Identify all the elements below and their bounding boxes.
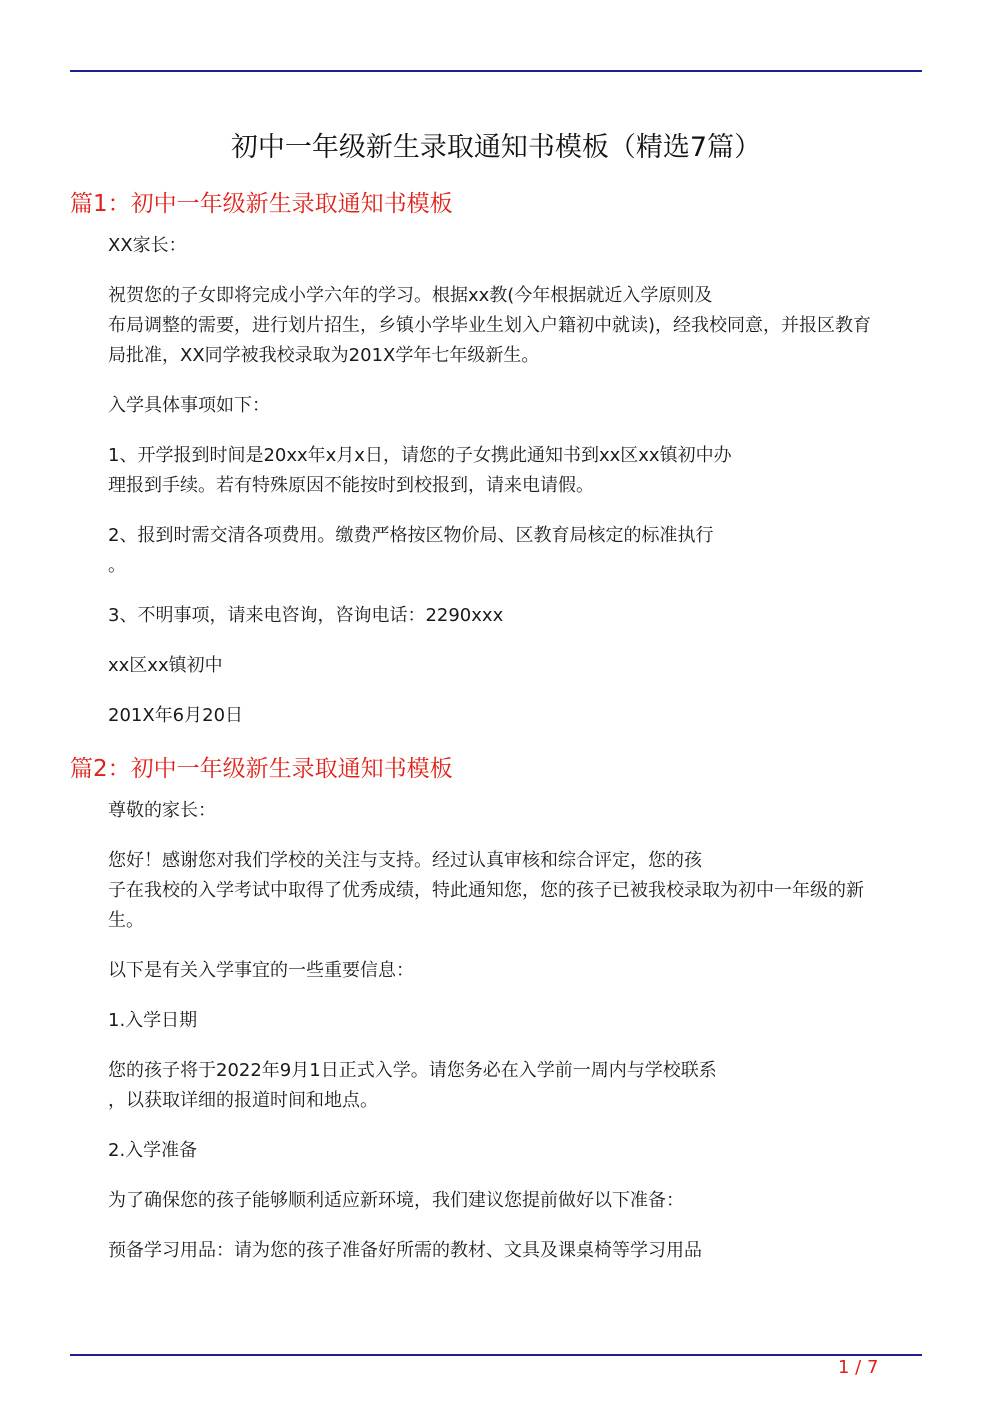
paragraph	[70, 701, 922, 731]
paragraph	[70, 521, 922, 581]
paragraph-line: 您好！感谢您对我们学校的关注与支持。经过认真审核和综合评定，您的孩	[108, 850, 702, 871]
paragraph-line: 尊敬的家长：	[108, 800, 216, 821]
paragraph	[70, 281, 922, 371]
paragraph-line: 祝贺您的子女即将完成小学六年的学习。根据xx教(今年根据就近入学原则及	[108, 285, 713, 306]
section-2	[70, 751, 922, 1266]
document-title: 初中一年级新生录取通知书模板（精选7篇）	[230, 132, 762, 163]
paragraph-line: 3、不明事项，请来电咨询，咨询电话：2290xxx	[108, 605, 504, 626]
paragraph-line: 。	[108, 555, 126, 576]
paragraph-line: 以下是有关入学事宜的一些重要信息：	[108, 960, 414, 981]
paragraph-line: 布局调整的需要，进行划片招生，乡镇小学毕业生划入户籍初中就读)，经我校同意，并报区教育	[108, 315, 872, 336]
section-1	[70, 186, 922, 731]
paragraph	[70, 956, 922, 986]
paragraph-line: 2、报到时需交清各项费用。缴费严格按区物价局、区教育局核定的标准执行	[108, 525, 714, 546]
paragraph-line: 生。	[108, 910, 144, 931]
paragraph-line: 子在我校的入学考试中取得了优秀成绩，特此通知您，您的孩子已被我校录取为初中一年级的新	[108, 880, 864, 901]
paragraph-line: 理报到手续。若有特殊原因不能按时到校报到，请来电请假。	[108, 475, 594, 496]
footer-rule	[70, 1354, 922, 1356]
paragraph-line: 2.入学准备	[108, 1140, 198, 1161]
page-number: 1 / 7	[838, 1357, 879, 1378]
paragraph	[70, 441, 922, 501]
paragraph	[70, 846, 922, 936]
paragraph	[70, 601, 922, 631]
section-heading: 篇2：初中一年级新生录取通知书模板	[70, 756, 453, 782]
document-body	[70, 186, 922, 1286]
header-rule	[70, 70, 922, 72]
paragraph-line: xx区xx镇初中	[108, 655, 223, 676]
paragraph-line: 局批准，XX同学被我校录取为201X学年七年级新生。	[108, 345, 540, 366]
paragraph-line: 1.入学日期	[108, 1010, 198, 1031]
paragraph	[70, 1136, 922, 1166]
paragraph-line: XX家长：	[108, 235, 187, 256]
paragraph-line: 201X年6月20日	[108, 705, 244, 726]
paragraph	[70, 1006, 922, 1036]
paragraph	[70, 231, 922, 261]
paragraph	[70, 796, 922, 826]
paragraph	[70, 391, 922, 421]
paragraph-line: 预备学习用品：请为您的孩子准备好所需的教材、文具及课桌椅等学习用品	[108, 1240, 702, 1261]
paragraph-line: ，以获取详细的报道时间和地点。	[108, 1090, 378, 1111]
section-heading: 篇1：初中一年级新生录取通知书模板	[70, 191, 453, 217]
paragraph-line: 1、开学报到时间是20xx年x月x日，请您的子女携此通知书到xx区xx镇初中办	[108, 445, 732, 466]
paragraph-line: 入学具体事项如下：	[108, 395, 270, 416]
paragraph-line: 您的孩子将于2022年9月1日正式入学。请您务必在入学前一周内与学校联系	[108, 1060, 717, 1081]
paragraph	[70, 1186, 922, 1216]
paragraph	[70, 651, 922, 681]
paragraph	[70, 1236, 922, 1266]
paragraph-line: 为了确保您的孩子能够顺利适应新环境，我们建议您提前做好以下准备：	[108, 1190, 684, 1211]
paragraph	[70, 1056, 922, 1116]
